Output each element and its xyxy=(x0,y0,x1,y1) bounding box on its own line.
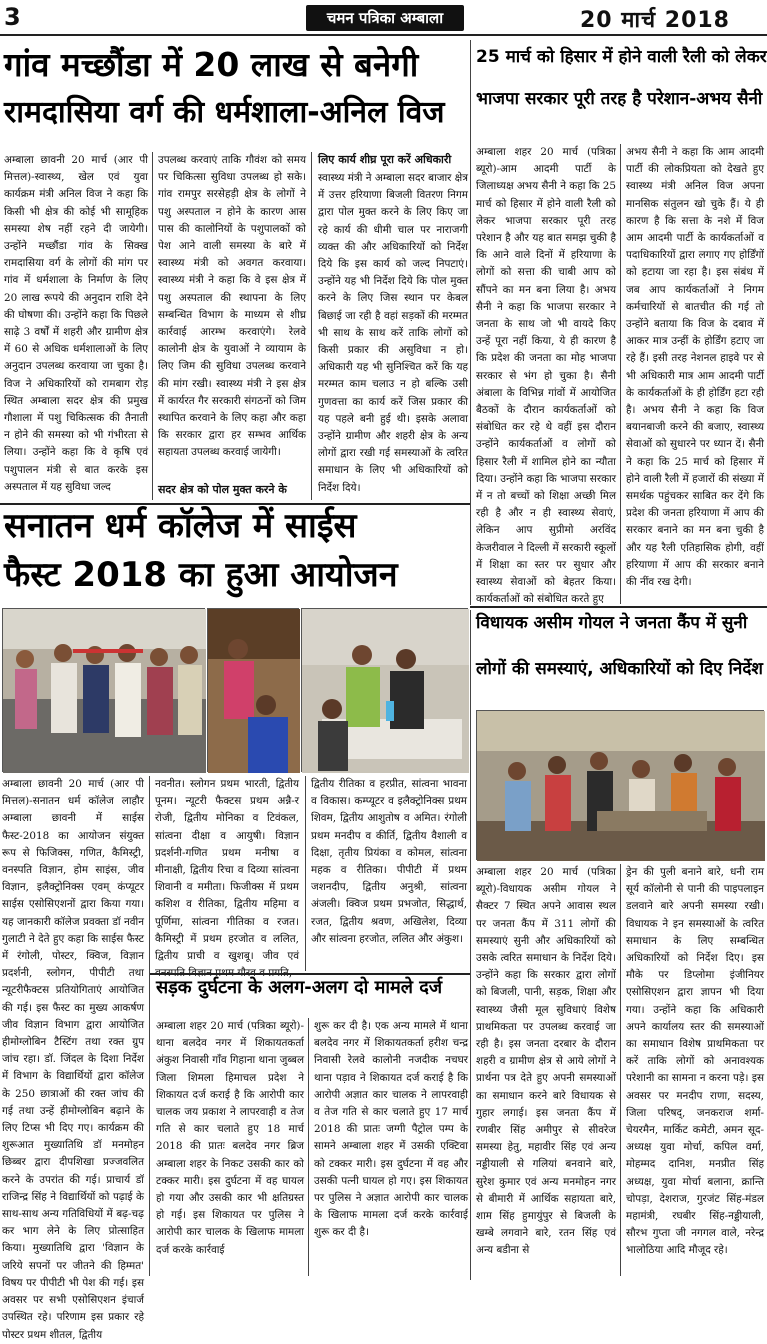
story3-headline-line1: सनातन धर्म कॉलेज में साईस xyxy=(4,506,357,546)
story1-column-1: अम्बाला छावनी 20 मार्च (आर पी मित्तल)-स्वास्थ्य, खेल एवं युवा कार्यक्रम मंत्री अनिल विज ने कहा कि किसी भी क्षेत्र की कोई भी सामूहिक समस्या शेष नहीं रहने दी जायेगी। उन्होंने मच्छौंडा गांव के सिक्ख रामदासिया वर्ग के लोगों की मांग पर गांव में धर्मशाला के निर्माण के लिए 20 लाख रूपये की अनुदान राशि देने की घोषणा की। उन्होंने कहा कि पिछले साढ़े 3 वर्षों में शहरी और ग्रामीण क्षेत्र में 60 से अधिक धर्मशालाओं के लिए अनुदान उपलब्ध करवाया जा चुका है। विज ने अधिकारियों को रामबाग रोड़ स्थित अम्बाला सदर क्षेत्र की प्रमुख गौशाला में पशु चिकित्सक की तैनाती न होने की समस्या को भी गंभीरता से लिया। उन्होंने कहा कि वे कृषि एवं पशुपालन मंत्री से बात करके इस अस्पताल में यह सुविधा जल्द xyxy=(4,154,148,493)
science-fest-photo-2 xyxy=(207,608,299,772)
story1-subheading-a: सदर क्षेत्र को पोल मुक्त करने के xyxy=(158,483,287,496)
story1-headline-line2: रामदासिया वर्ग की धर्मशाला-अनिल विज xyxy=(4,95,445,130)
science-fest-photo-3 xyxy=(301,608,468,772)
story5-headline-line2: लोगों की समस्याएं, अधिकारियों को दिए निर्देश xyxy=(476,659,763,679)
janta-camp-photo xyxy=(476,710,764,860)
story5-headline-line1: विधायक असीम गोयल ने जनता कैंप में सुनी xyxy=(476,613,748,633)
column-divider xyxy=(149,776,150,1276)
column-divider xyxy=(152,152,153,500)
story2-headline-line2: भाजपा सरकार पूरी तरह है परेशान-अभय सैनी xyxy=(476,89,763,109)
column-divider xyxy=(470,610,471,1280)
column-divider xyxy=(305,776,306,971)
column-divider xyxy=(308,1018,309,1276)
science-fest-photo-1 xyxy=(2,608,205,772)
column-divider xyxy=(470,40,471,605)
column-divider xyxy=(620,864,621,1276)
column-divider xyxy=(620,144,621,604)
story3-headline-line2: फैस्ट 2018 का हुआ आयोजन xyxy=(4,555,398,595)
photo-illustration xyxy=(208,609,300,773)
paper-name: चमन पत्रिका अम्बाला xyxy=(306,5,464,31)
story3-column-2: नवनीत। स्लोगन प्रथम भारती, द्वितीय पूनम। न्यूटरी फैक्टस प्रथम अन्नै-र रोजी, द्वितीय मोनिका व टिवंकल, सांत्वना दीक्षा व आयुषी। विज्ञान प्रदर्शनी-गणित प्रथम मनीषा व मीनाक्षी, द्वितीय रिचा व दिव्या सांत्वना शिवानी व ममीता। फिजीक्स में प्रथम कशिश व रीतिका, द्वितीय महिमा व पूर्णिमा, सांत्वना गीतिका व रजत। कैमिस्ट्री में प्रथम हरजोत व ललित, द्वितीय प्राची व खुशबू। जीव एवं xyxy=(155,778,299,963)
story3-column-1: अम्बाला छावनी 20 मार्च (आर पी मित्तल)-सनातन धर्म कॉलेज लाहौर अम्बाला छावनी में साईस फैस्ट-2018 का आयोजन संयुक्त रूप से फिजिक्स, गणित, कैमिस्ट्री, वनस्पति विज्ञान, होम साइंस, जीव विज्ञान, इलैक्ट्रोनिक्स एवम् कंप्यूटर साईस एसोसिएशनों द्वारा किया गया। यह जानकारी कॉलेज प्रवक्ता डॉ नवीन गुलाटी ने देते हुए कहा कि साईस फैस्ट में रंगोली, पोस्टर, क्विज, विज्ञान प्रदर्शनी, स्लोगन, पीपीटी तथा न्यूटरीफैक्टस प्रतियोगिताएं आयोजित की गई। इस फैस्ट का मुख्य आकर्षण जीव विज्ञान विभाग द्वारा आयोजित हीमोग्लोबिन टैस्टिंग तथा रक्त ग्रुप जांच रहा। डॉ. जिंदल के दिशा निर्देश में विभाग के विद्यार्थियों द्वारा कॉलेज के 250 छात्राओं की रक्त जांच की गई तथा उन्हें हीमोग्लोबिन बढ़ाने के लिए टिप्स भी दिए गए। कार्यक्रम की शुरूआत मुख्यातिथि डॉ मनमोहन छिब्बर द्वारा दीपशिखा प्रज्जवलित करने के उपरांत की गई। प्राचार्य डॉ राजिन्द्र सिंह ने विद्यार्थियों को पढ़ाई के साथ-साथ अन्य गतिविधियों में बढ़-चढ़ कर भाग लेने के लिए प्रोत्साहित किया। मुख्यातिथि द्वारा 'विज्ञान के जरिये सपनों पर जीतने की हिम्मत' विषय पर पीपीटी भी पेश की गई। इस अवसर पर सभी एसोसिएशन इंचार्ज उपस्थित रहे। परिणाम इस प्रकार रहे पोस्टर प्रथम शीतल, द्वितीय xyxy=(2,778,144,1341)
story1-column-2: उपलब्ध करवाएं ताकि गौवंश को समय पर चिकित्सा सुविधा उपलब्ध हो सके। गांव रामपुर सरसेहड़ी क्षेत्र के लोगों ने पशु अस्पताल न होने के कारण आस पास की कालोनियों के पशुपालकों को पेश आने वाली समस्या के बारे में स्वास्थ्य मंत्री को अवगत करवाया। स्वास्थ्य मंत्री ने कहा कि वे इस क्षेत्र में पशु अस्पताल की स्थापना के लिए सम्बन्धित विभाग के माध्यम से शीघ्र कार्रवाई आरम्भ करवाएंगे। रेलवे कालोनी क्षेत्र के युवाओं ने व्यायाम के लिए जिम की सुविधा उपलब्ध करवाने की मांग रखी। स्वास्थ्य मंत्री ने इस क्षेत्र में कार्यरत गैर सरकारी संगठनों को जिम स्थापित करवाने के लिए कहा और कहा कि सरकार द्वारा हर सम्भव आर्थिक सहायता उपलब्ध करवाई जायेगी। xyxy=(158,154,306,459)
story4-headline: सड़क दुर्घटना के अलग-अलग दो मामले दर्ज xyxy=(156,977,443,998)
column-divider xyxy=(311,152,312,500)
story2-column-1: अम्बाला शहर 20 मार्च (पत्रिका ब्यूरो)-आम आदमी पार्टी के जिलाध्यक्ष अभय सैनी ने कहा कि 25 मार्च को हिसार में होने वाली रैली को लेकर भाजपा सरकार पूरी तरह परेशान है और यह बात समझ चुकी है कि आने वाले दिनों में हरियाणा के लोगों को सत्ता की चाबी आप को सौंपने का मन बना लिया है। अभय सैनी ने कहा कि भाजपा सरकार ने जनता के साथ जो भी वायदे किए उन्हें पूरा नहीं किया, ये ही कारण है कि प्रदेश की जनता का मोह भाजपा सरकार से भंग हो चुका है। सैनी अंबाला के विभिन्न गांवों में आयोजित बैठकों के दौरान कार्यकर्ताओं को संबोधित कर रहे थे वहीं इस दौरान उन्होंने कार्यकर्ताओं व लोगों को हिसार रैली में शामिल होने का न्यौता दिया। उन्होंने कहा कि भाजपा सरकार में न तो बच्चों को शिक्षा अच्छी मिल रही है और न ही स्वास्थ्य सेवाएं, लेकिन आप सुप्रीमो अरविंद केजरीवाल ने दिल्ली में सरकारी स्कूलों में शिक्षा का स्तर पर सुधार और स्वास्थ्य सेवाओं को बेहतर किया। कार्यकर्ताओं को संबोधित करते हुए xyxy=(476,146,616,606)
section-divider xyxy=(150,973,470,975)
story3-column-3: द्वितीय रीतिका व हरप्रीत, सांत्वना भावना व विकास। कम्प्यूटर व इलैक्ट्रोनिक्स प्रथम शिवम, द्वितीय आशुतोष व अमित। रंगोली प्रथम मनदीप व कीर्ति, द्वितीय वैशाली व दिक्षा, तृतीय प्रियंका व कोमल, सांत्वना महक व रीतिका। पीपीटी में प्रथम जशनदीप, द्वितीय अनुश्री, सांत्वना अंजली। क्विज प्रथम प्रभजोत, सिद्धार्थ, रजत, द्वितीय श्रवण, अखिलेश, दिव्या और सांत्वना हरजोत, ललित और अंकुश। xyxy=(311,778,467,945)
story4-column-1: अम्बाला शहर 20 मार्च (पत्रिका ब्यूरो)-थाना बलदेव नगर में शिकायतकर्ता अंकुश निवासी गाँव गिहाना थाना जुब्बल जिला शिमला हिमाचल प्रदेश ने शिकायत दर्ज कराई है कि आरोपी कार चालक जय प्रकाश ने लापरवाही व तेज गति से कार चलाते हुए 18 मार्च 2018 की प्रातः बलदेव नगर ब्रिज अम्बाला शहर के निकट उसकी कार को टक्कर मारी। इस दुर्घटना में वह घायल हो गया और उसकी कार भी क्षतिग्रस्त हो गई। इस शिकायत पर पुलिस ने आरोपी कार चालक के खिलाफ मामला दर्ज करके कार्रवाई xyxy=(156,1020,304,1256)
section-divider xyxy=(470,606,767,608)
story4-column-2: शुरू कर दी है। एक अन्य मामले में थाना बलदेव नगर में शिकायतकर्ता हरीश चन्द्र निवासी रेलवे कालोनी नजदीक नचघर थाना पड़ाव ने शिकायत दर्ज कराई है कि आरोपी अज्ञात कार चालक ने लापरवाही व तेज गति से कार चलाते हुए 17 मार्च 2018 की प्रातः जग्गी पैट्रोल पम्प के सामने अम्बाला शहर में उसकी एक्टिवा को टक्कर मारी। इस दुर्घटना में वह और उसकी पत्नी घायल हो गए। इस शिकायत पर पुलिस ने अज्ञात आरोपी कार चालक के खिलाफ मामला दर्ज करके कार्रवाई शुरू कर दी है। xyxy=(314,1020,468,1239)
page-number: 3 xyxy=(4,3,21,31)
story1-subheading-b: लिए कार्य शीघ्र पूरा करें अधिकारी xyxy=(318,153,452,166)
photo-illustration xyxy=(3,609,206,773)
section-divider xyxy=(0,503,470,505)
story1-column-3: स्वास्थ्य मंत्री ने अम्बाला सदर बाजार क्षेत्र में उत्तर हरियाणा बिजली वितरण निगम द्वारा पोल मुक्त करने के लिए किए जा रहे कार्य की धीमी चाल पर नाराजगी व्यक्त की और अधिकारियों को निर्देश दिये कि इस कार्य को जल्द निपटाएं। उन्होंने यह भी निर्देश दिये कि पोल मुक्त करने के लिए जिस स्थान पर केबल बिछाई जा रही है वहां सड़कों की मरम्मत भी साथ के साथ करें ताकि लोगों को किसी प्रकार की असुविधा न हो। अधिकारी यह भी सुनिश्चित करें कि यह मरम्मत काम चलाउ न हो बल्कि उसी गुणवत्ता का कार्य करें जिस प्रकार की यह पहले बनी हुई थी। इसके अलावा उन्होंने ग्रामीण और शहरी क्षेत्र के अन्य लोगों द्वारा रखी गई समस्याओं के त्वरित समाधान के लिए भी अधिकारियों को निर्देश दिये। xyxy=(318,172,468,494)
story5-column-1: अम्बाला शहर 20 मार्च (पत्रिका ब्यूरो)-विधायक असीम गोयल ने सैक्टर 7 स्थित अपने आवास स्थल पर जनता कैंप में 311 लोगों की समस्याएं सुनी और अधिकारियों को उसके त्वरित समाधान के निर्देश दिये। उन्होंने कहा कि सरकार द्वारा लोगों को बिजली, पानी, सड़क, शिक्षा और स्वास्थ्य जैसी मूल सुविधाएं विशेष प्राथमिकता पर उपलब्ध करवाई जा रही है। इस जनता दरबार के दौरान शहरी व ग्रामीण क्षेत्र से आये लोगों ने प्रार्थना पत्र देते हुए अपनी समस्याओं का समाधान करने बारे विधायक से गुहार लगाई। इस जनता कैंप में रणबीर सिंह अमीपुर से सीवरेज समस्या हेतु, महावीर सिंह एवं अन्य नड्डीयाली से गलियां बनवाने बारे, सुरेश कुमार एवं अन्य मनमोहन नगर से बीमारी में आर्थिक सहायता बारे, शाम सिंह हुमायुंपुर से बिजली के खम्बे लगवाने बारे, रतन सिंह एवं अन्य बडीना से xyxy=(476,866,616,1257)
paper-date: 20 मार्च 2018 xyxy=(580,8,730,33)
story5-column-2: ड्रेन की पुली बनाने बारे, धनी राम सूर्य कॉलोनी से पानी की पाइपलाइन डलवाने बारे अपनी समस्या रखी। विधायक ने इन समस्याओं के त्वरित समाधान के लिए सम्बन्धित अधिकारियों को निर्देश दिए। इस मौके पर डिप्लोमा इंजीनियर एसोसिएशन द्वारा ज्ञापन भी दिया गया। उन्होंने कहा कि अधिकारी अपने कार्यालय स्तर की समस्याओं का समाधान विशेष प्राथमिकता पर करें ताकि लोगों को अनावश्यक परेशानी का सामना न करना पड़े। इस अवसर पर मनदीप राणा, सदस्य, जिला परिषद्, जनकराज शर्मा-चेयरमैन, मार्किट कमेटी, अमन सूद-अध्यक्ष युवा मोर्चा, कपिल वर्मा, मोहम्मद दानिश, मनप्रीत सिंह अध्यक्ष, युवा मोर्चा बलाना, क्रान्ति चोपड़ा, देशराज, गुरजंट सिंह-मंडल महामंत्री, रघबीर सिंह-नड्डीयाली, सौरभ गुप्ता जी नगगल वाले, नरेन्द्र भालोठिया आदि मौजूद रहे। xyxy=(626,866,764,1257)
photo-illustration xyxy=(477,711,765,861)
story2-headline-line1: 25 मार्च को हिसार में होने वाली रैली को लेकर xyxy=(476,47,767,67)
photo-illustration xyxy=(302,609,469,773)
story1-headline-line1: गांव मच्छौंडा में 20 लाख से बनेगी xyxy=(4,45,419,84)
story2-column-2: अभय सैनी ने कहा कि आम आदमी पार्टी की लोकप्रियता को देखते हुए स्वास्थ्य मंत्री अनिल विज अपना मानसिक संतुलन खो चुके हैं। ये ही कारण है कि सत्ता के नशे में विज आम आदमी पार्टी के कार्यकर्ताओं व पदाधिकारियों द्वारा लगाए गए होर्डिंगों को हटाया जा रहा है। इस संबंध में जब आप कार्यकर्ताओं ने निगम कर्मचारियों से बातचीत की गई तो उन्होंने बताया कि विज के दबाव में आकर मात्र उन्हीं के होर्डिंग हटाए जा रहे हैं। इसी तरह नेशनल हाइवे पर से भी अधिकारी मात्र आम आदमी पार्टी के कार्यकर्ताओं के ही होर्डिंग हटा रही है। अभय सैनी ने कहा कि विज बयानबाजी करने की बजाए, स्वास्थ्य सेवाओं को सुधारने पर ध्यान दें। सैनी ने कहा कि 25 मार्च को हिसार में होने वाली रैली में हजारों की संख्या में समर्थक पहुंचकर साबित कर देंगे कि प्रदेश की जनता हरियाणा में आप की सरकार बनाने का मन बना चुकी है और यह रैली एतिहासिक होगी, वहीं हरियाणा में आप की सरकार बनाने की नींव रख देगी। xyxy=(626,146,764,589)
